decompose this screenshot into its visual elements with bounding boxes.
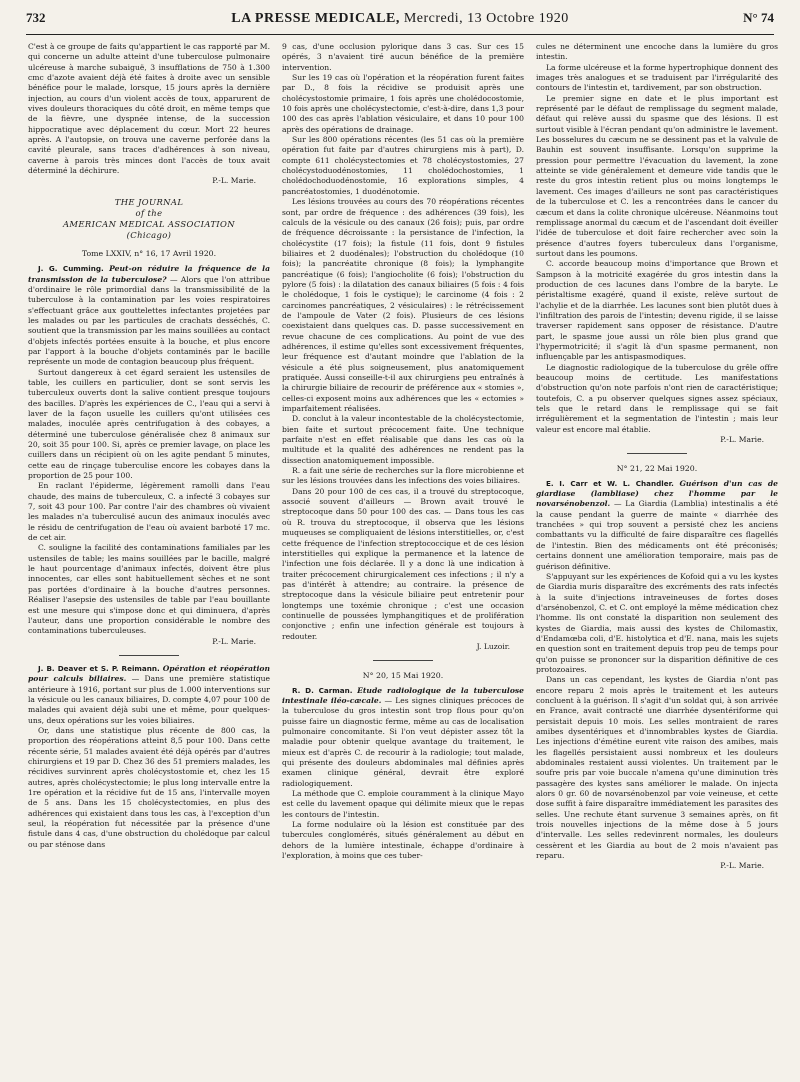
journal-line: of the [135, 207, 163, 218]
signature: P.-L. Marie. [720, 861, 764, 871]
paragraph: Surtout dangereux à cet égard seraient les ustensiles de table, les cuillers en particulier, dont se sont servis les tuberculeux ouverts dont la salive contient presque toujours des bacilles. D'après les expériences de C., l'eau qui a servi à laver de la façon usuelle les cuillers qu'ont utilisées ces malades, inoculée après centrifugation à des cobayes, a déterminé une tuberculose généralisée chez 8 animaux sur 20, soit 35 pour 100. Si, après ce premier lavage, on place les cuillers dans un récipient où on les agite pendant 5 minutes, cette eau de rinçage tuberculise encore les cobayes dans la proportion de 25 pour 100. [28, 367, 270, 481]
column-3 [536, 42, 778, 872]
page-number: 732 [26, 10, 46, 25]
paragraph: C. accorde beaucoup moins d'importance que Brown et Sampson à la motricité exagérée du gros intestin dans la production de ces lacunes dans l'ombre de la baryte. Le péristaltisme exagéré, quand il existe, relève surtout de l'achylie et de la diarrhée. Les lacunes sont bien plutôt dues à l'infiltration des parois de l'intestin; devenu rigide, il se laisse traverser rapidement sans opposer de résistance. D'autre part, le spasme joue aussi un rôle bien plus grand que l'hypermotricité; il s'agit là d'un spasme permanent, non influençable par les antispasmodiques. [536, 259, 778, 362]
article-title: Opération et réopération pour calculs biliaires. [28, 663, 270, 684]
article-intro [536, 479, 778, 572]
article-text: — Les signes cliniques précoces de la tuberculose du gros intestin sont trop flous pour qu'on puisse faire un diagnostic ferme, même au cas de localisation pulmonaire concomitante. Si l'on veut dépister assez tôt la maladie pour obtenir quelque avantage du traitement, le mieux est d'après C. de recourir à la radiologie; tout malade, qui présente des douleurs abdominales mal définies après examen clinique général, devrait être exploré radiologiquement. [282, 695, 525, 788]
separator [373, 660, 433, 661]
paragraph: Or, dans une statistique plus récente de 800 cas, la proportion des réopérations atteint 8,5 pour 100. Dans cette récente série, 51 malades avaient été déjà opérés par d'autres chirurgiens et 19 par D. Chez 36 des 51 premiers malades, les récidives survinrent après cholécystostomie et, chez les 15 autres, après cholécystectomie; le plus long intervalle entre la 1re opération et la récidive fut de 15 ans, l'intervalle moyen de 5 ans. Dans les 15 cholécystectomies, en plus des adhérences qui existaient dans tous les cas, à l'exception d'un seul, la réopération fut nécessitée par la présence d'une fistule dans 4 cas, d'une obstruction du cholédoque par calcul ou par sténose dans [28, 725, 270, 849]
paragraph: S'appuyant sur les expériences de Kofoid qui a vu les kystes de Giardia muris disparaître des excréments des rats infectés à la suite d'injections intraveineuses de fortes doses d'arsénobenzol, C. et C. ont employé la même médication chez l'homme. Ils ont constaté la disparition non seulement des kystes de Giardia, mais aussi des kystes de Chilomastix, d'Endamœba coli, d'E. histolytica et d'E. nana, mais les sujets en question sont en traitement depuis trop peu de temps pour qu'on puisse se prononcer sur la disparition définitive de ces protozoaires. [536, 571, 778, 674]
signature: P.-L. Marie. [720, 435, 764, 445]
paragraph: La méthode que C. emploie couramment à la clinique Mayo est celle du lavement opaque qui délimite mieux que le repas les contours de l'intestin. [282, 789, 524, 819]
article-text: — Dans une première statistique antérieure à 1916, portant sur plus de 1.000 interventions sur la vésicule ou les canaux biliaires, D. compte 4,07 pour 100 de malades qui avaient déjà subi une et même, pour quelques-uns, deux opérations sur les voies biliaires. [28, 674, 270, 725]
paragraph: Dans un cas cependant, les kystes de Giardia n'ont pas encore reparu 2 mois après le traitement et les auteurs concluent à la guérison. Il s'agit d'un soldat qui, à son arrivée en France, avait contracté une diarrhée dysentériforme qui persistait depuis 10 mois. Les selles montraient de rares amibes dysentériques et d'innombrables kystes de Giardia. Les injections d'émétine eurent vite raison des amibes, mais les flagellés persistaient aussi nombreux et les douleurs abdominales restaient aussi violentes. Un traitement par le soufre pris par voie buccale n'amena qu'une diminution très passagère des kystes sans améliorer le malade. On injecta alors 0 gr. 60 de novarsénobenzol par voie veineuse, et cette dose suffit à faire disparaître immédiatement les parasites des selles. Une rechute étant survenue 3 semaines après, on fit trois nouvelles injections de la même dose à 5 jours d'intervalle. Les selles redevinrent normales, les douleurs cessèrent et les Giardia au bout de 2 mois n'avaient pas reparu. [536, 675, 778, 861]
paragraph: 9 cas, d'une occlusion pylorique dans 3 cas. Sur ces 15 opérés, 3 n'avaient tiré aucun bénéfice de la première intervention. [282, 42, 524, 72]
article-intro [28, 664, 270, 726]
journal-header [86, 11, 714, 27]
article-title: Etude radiologique de la tuberculose intestinale iléo-cæcale. [282, 685, 524, 705]
signature: P.-L. Marie. [212, 176, 256, 186]
article-author: R. D. Carman. [292, 685, 353, 695]
separator [119, 655, 179, 656]
separator [627, 453, 687, 454]
column-1 [28, 42, 270, 850]
article-author: E. I. Carr et W. L. Chandler. [546, 478, 674, 488]
signature: P.-L. Marie. [212, 636, 256, 646]
paragraph: Dans 20 pour 100 de ces cas, il a trouvé du streptocoque, associé souvent d'ailleurs — Brown avait trouvé le streptocoque dans 50 pour 100 des cas. — Dans tous les cas où R. trouva du streptocoque, il observa que les lésions muqueuses se compliquaient de lésions interstitielles, or, c'est cette fréquence de l'infection streptococcique et de ces lésion interstitielles qui explique la permanence et la latence de l'infection une fois déclarée. Il y a donc là une indication à traiter précocement chirurgicalement ces infections ; il n'y a pas d'intérêt à attendre; au contraire. la présence de streptocoque dans la vésicule biliaire peut entretenir pour longtemps une toxémie chronique ; c'est une occasion continuelle de poussées lymphangitiques et de prolifération conjonctive ; enfin une infection générale est toujours à redouter. [282, 486, 524, 641]
paragraph: C'est à ce groupe de faits qu'appartient le cas rapporté par M. qui concerne un adulte atteint d'une tuberculose pulmonaire ulcéreuse à marche subaiguë, 3 insufflations de 750 à 1.300 cmc d'azote avaient déjà été faites à droite avec un sensible bénéfice pour le malade, lorsque, 15 jours après la dernière injection, au cours d'un violent accès de toux, apparurent de vives douleurs thoraciques du côté droit, en même temps que de la fièvre, une dyspnée intense, de la succession hippocratique avec déplacement du cœur. Mort 22 heures après. A l'autopsie, on trouva une caverne perforée dans la cavité pleurale, sans traces d'adhérences à son niveau, caverne à parois très minces dont l'accès de toux avait déterminé la déchirure. [28, 42, 270, 176]
article-text: — La Giardia (Lamblia) intestinalis a été la cause pendant la guerre de mainte « diarrhée des tranchées » qui trop souvent a persisté chez les anciens combattants vu la difficulté de faire disparaître ces flagellés de l'intestin. Bien des médicaments ont été préconisés; certains donnent une amélioration temporaire, mais pas de guérison définitive. [536, 499, 778, 571]
paragraph: Le diagnostic radiologique de la tuberculose du grêle offre beaucoup moins de certitude. Les manifestations d'obstruction qu'on note parfois n'ont rien de caractéristique; toutefois, C. a pu observer quelques signes assez spéciaux, tels que le retard dans le remplissage qui se fait irrégulièrement et la segmentation de l'intestin ; mais leur valeur est encore mal établie. [536, 362, 778, 434]
journal-heading [28, 197, 270, 241]
page-header [26, 10, 774, 32]
journal-line: THE JOURNAL [114, 196, 184, 207]
paragraph: La forme ulcéreuse et la forme hypertrophique donnent des images très analogues et se traduisent par l'irrégularité des contours de l'intestin et, tardivement, par son obstruction. [536, 62, 778, 93]
journal-name: LA PRESSE MEDICALE, [231, 11, 400, 26]
article-intro [28, 264, 270, 367]
journal-line: AMERICAN MEDICAL ASSOCIATION [62, 218, 236, 229]
article-intro [282, 686, 524, 789]
header-rule [26, 34, 774, 35]
article-author: J. B. Deaver et S. P. Reimann. [38, 663, 160, 673]
paragraph: Sur les 800 opérations récentes (les 51 cas où la première opération fut faite par d'autres chirurgiens mis à part), D. compte 611 cholécystectomies et 78 cholécystostomies, 27 cholécystoduodénostomies, 11 cholédochostomies, 1 cholédochoduodénostomie, 16 explorations simples, 4 pancréatostomies, 1 duodénotomie. [282, 135, 524, 196]
paragraph: Le premier signe en date et le plus important est représenté par le défaut de remplissage du segment malade, défaut qui relève aussi du spasme que des lésions. Il est surtout visible à l'écran pendant qu'on administre le lavement. Les bosselures du cæcum ne se dessinent pas et la valvule de Bauhin est souvent insuffisante. Lorsqu'on supprime la pression pour permettre l'évacuation du lavement, la zone atteinte se vide généralement et demeure vide tandis que le reste du gros intestin retient plus ou moins longtemps le lavement. Ces images d'ailleurs ne sont pas caractéristiques de la tuberculose et C. les a rencontrées dans le cancer du cæcum et dans la colite chronique ulcéreuse. Néanmoins tout remplissage anormal du cæcum et de l'ascendant doit éveiller l'idée de tuberculose et doit faire rechercher avec soin la présence d'autres foyers tuberculeux dans l'organisme, surtout dans les poumons. [536, 93, 778, 258]
signature: J. Luzoir. [476, 641, 510, 651]
paragraph: Les lésions trouvées au cours des 70 réopérations récentes sont, par ordre de fréquence : des adhérences (39 fois), les calculs de la vésicule ou des canaux (26 fois); puis, par ordre de fréquence décroissante : la persistance de l'infection, la cholécystite (17 fois); la fistule (11 fois, dont 9 fistules biliaires et 2 duodénales); l'obstruction du cholédoque (10 fois); la pancréatite chronique (8 fois); la lymphangite pancréatique (6 fois); l'angiocholite (6 fois); l'obstruction du pylore (5 fois) : la dilatation des canaux biliaires (5 fois : 4 fois le cholédoque, 1 fois le cystique); le carcinome (4 fois : 2 carcinomes pancréatiques, 2 vésiculaires) : le rétrécissement de l'ampoule de Vater (2 fois). Plusieurs de ces lésions coexistaient dans quelques cas. D. passe successivement en revue chacune de ces complications. Au point de vue des adhérences, il estime qu'elles sont excessivement fréquentes, leur fréquence est d'autant moindre que l'ablation de la vésicule a été plus soigneusement, plus anatomiquement pratiquée. Aussi conseille-t-il aux chirurgiens peu entraînés à la chirurgie biliaire de recourir de préférence aux « stomies », celles-ci exposent moins aux adhérences que les « ectomies » imparfaitement réalisées. [282, 197, 524, 414]
article-title: Peut-on réduire la fréquence de la transmission de la tuberculose? [28, 264, 270, 284]
article-title: Guérison d'un cas de giardiase (lambliase) chez l'homme par le novarsénobenzol. [536, 478, 778, 509]
issue-date: Mercredi, 13 Octobre 1920 [403, 11, 569, 26]
issue-heading: N° 20, 15 Mai 1920. [362, 671, 444, 681]
paragraph: C. souligne la facilité des contaminations familiales par les ustensiles de table; les mains souillées par le bacille, malgré le haut pourcentage d'animaux infectés, doivent être plus innocentes, car elles sont habituellement sèches et ne sont pas portées d'ordinaire à la bouche d'autres personnes. Réaliser l'asepsie des ustensiles de table par l'eau bouillante est une mesure qui s'impose donc et qui diminuera, d'après l'auteur, dans une proportion considérable le nombre des contaminations tuberculeuses. [28, 543, 270, 636]
paragraph: La forme nodulaire où la lésion est constituée par des tubercules conglomérés, situés généralement au début en dehors de la lumière intestinale, échappe d'ordinaire à l'exploration, à moins que ces tuber- [282, 820, 524, 861]
journal-line: (Chicago) [126, 229, 172, 240]
volume-line: Tome LXXIV, n° 16, 17 Avril 1920. [81, 248, 217, 258]
article-text: — Alors que l'on attribue d'ordinaire le rôle primordial dans la transmissibilité de la tuberculose à la contamination par les voies respiratoires s'effectuant grâce aux gouttelettes infectantes projetées par les malades ou par les particules de crachats desséchés, C. soutient que la transmission par les mains souillées au contact d'objets infectés portées ensuite à la bouche, et plus encore par l'apport à la bouche d'objets contaminés par le bacille représente un mode de contagion beaucoup plus fréquent. [28, 274, 270, 367]
issue-number: N° 74 [743, 10, 774, 25]
article-author: J. G. Cumming. [38, 264, 104, 274]
issue-heading: N° 21, 22 Mai 1920. [616, 464, 698, 474]
paragraph: En raclant l'épiderme, légèrement ramolli dans l'eau chaude, des mains de tuberculeux, C. a infecté 3 cobayes sur 7, soit 43 pour 100. Par contre l'air des chambres où vivaient les malades n'a tuberculisé aucun des animaux inoculés avec le résidu de centrifugation de l'eau où avaient barboté 17 mc. de cet air. [28, 481, 270, 543]
column-2 [282, 42, 524, 861]
paragraph: cules ne déterminent une encoche dans la lumière du gros intestin. [536, 42, 778, 62]
paragraph: Sur les 19 cas où l'opération et la réopération furent faites par D., 8 fois la récidive se produisit après une cholécystostomie primaire, 1 fois après une cholédocostomie, 10 fois après une cholécystectomie, c'est-à-dire, dans 1,3 pour 100 des cas après l'ablation vésiculaire, et dans 10 pour 100 après des opérations de drainage. [282, 73, 524, 134]
paragraph: R. a fait une série de recherches sur la flore microbienne et sur les lésions trouvées dans les infections des voies biliaires. [282, 466, 524, 486]
paragraph: D. conclut à la valeur incontestable de la cholécystectomie, bien faite et surtout précocement faite. Une technique parfaite n'est en effet réalisable que dans les cas où la multitude et la qualité des adhérences ne rendent pas la dissection anatomiquement impossible. [282, 414, 524, 465]
